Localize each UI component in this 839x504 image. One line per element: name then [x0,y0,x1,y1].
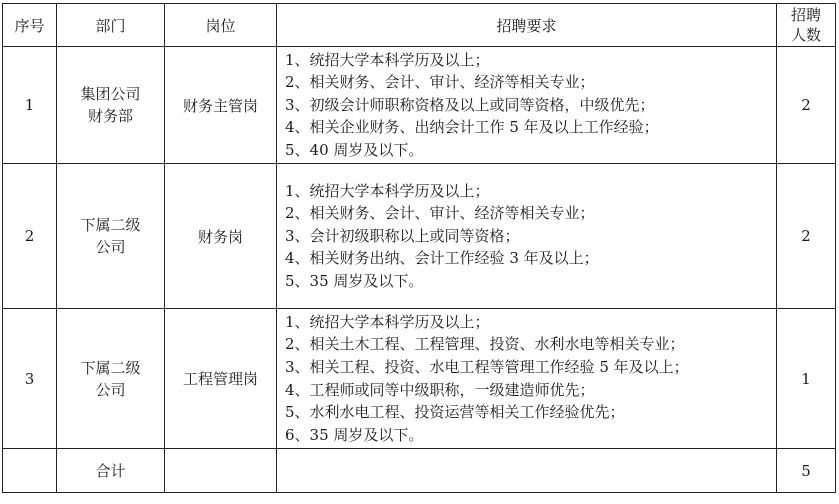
row-department: 下属二级公司 [80,358,141,399]
table-row [3,309,836,449]
requirement-line: 1、统招大学本科学历及以上； [285,50,490,69]
requirement-line: 2、相关财务、会计、审计、经济等相关专业； [285,73,595,92]
requirement-line: 5、40 周岁及以下。 [285,140,424,159]
header-position: 岗位 [165,4,277,47]
recruitment-table [2,3,836,493]
requirement-line: 5、水利水电工程、投资运营等相关工作经验优先； [285,403,625,422]
requirement-line: 4、工程师或同等中级职称，一级建造师优先； [285,380,595,399]
row-requirements [277,164,777,309]
requirement-line: 1、统招大学本科学历及以上； [285,181,490,200]
header-count-cell [777,4,836,47]
header-department: 部门 [57,4,165,47]
header-count: 招聘人数 [790,6,821,44]
row-index: 3 [3,309,57,449]
row-department: 下属二级公司 [80,216,141,256]
requirement-line: 6、35 周岁及以下。 [285,425,424,444]
requirement-line: 2、相关土木工程、工程管理、投资、水利水电等相关专业； [285,335,685,354]
total-requirements-empty [277,449,777,493]
header-requirements: 招聘要求 [277,4,777,47]
header-row [3,4,836,47]
total-row [3,449,836,493]
row-requirements [277,309,777,449]
total-index-empty [3,449,57,493]
table-row [3,47,836,164]
requirement-line: 3、会计初级职称以上或同等资格； [285,226,520,245]
requirement-line: 1、统招大学本科学历及以上； [285,312,490,331]
row-count: 1 [777,309,836,449]
row-department-cell [57,309,165,449]
row-position: 财务主管岗 [165,47,277,164]
row-count: 2 [777,47,836,164]
total-position-empty [165,449,277,493]
requirement-line: 4、相关财务出纳、会计工作经验 3 年及以上； [285,249,599,268]
total-count: 5 [777,449,836,493]
requirement-line: 4、相关企业财务、出纳会计工作 5 年及以上工作经验； [285,118,659,137]
table-row [3,164,836,309]
requirement-line: 3、初级会计师职称资格及以上或同等资格，中级优先； [285,95,655,114]
row-requirements [277,47,777,164]
row-index: 1 [3,47,57,164]
total-label: 合计 [57,449,165,493]
requirement-line: 5、35 周岁及以下。 [285,271,424,290]
row-position: 工程管理岗 [165,309,277,449]
row-department-cell [57,164,165,309]
requirement-line: 3、相关工程、投资、水电工程等管理工作经验 5 年及以上； [285,357,689,376]
row-position: 财务岗 [165,164,277,309]
header-index: 序号 [3,4,57,47]
row-index: 2 [3,164,57,309]
requirement-line: 2、相关财务、会计、审计、经济等相关专业； [285,204,595,223]
row-department-cell [57,47,165,164]
row-department: 集团公司财务部 [80,85,141,125]
row-count: 2 [777,164,836,309]
